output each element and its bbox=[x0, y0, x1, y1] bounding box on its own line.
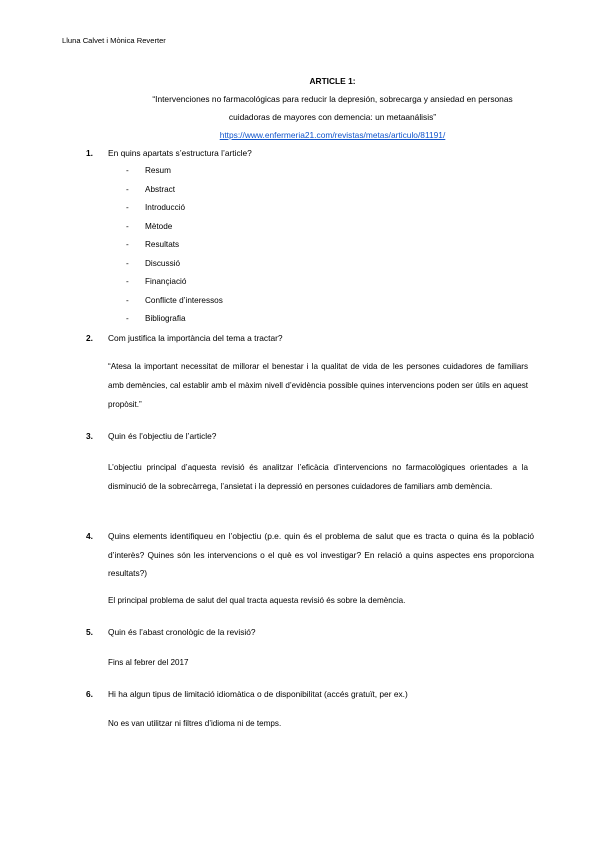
bullet-dash: - bbox=[126, 277, 129, 286]
bullet-dash: - bbox=[126, 314, 129, 323]
question-number: 1. bbox=[86, 148, 93, 158]
header-author: Lluna Calvet i Mònica Reverter bbox=[62, 36, 166, 45]
question-number: 4. bbox=[86, 531, 93, 541]
answer-5: Fins al febrer del 2017 bbox=[108, 658, 189, 667]
bullet-dash: - bbox=[126, 221, 129, 231]
bullet-dash: - bbox=[126, 258, 129, 268]
question-6 bbox=[86, 685, 534, 704]
answer-4: El principal problema de salut del qual tracta aquesta revisió és sobre la demència. bbox=[108, 596, 406, 605]
bullet-dash: - bbox=[126, 184, 129, 194]
question-2 bbox=[86, 329, 534, 348]
question-3 bbox=[86, 427, 534, 446]
list-item-label: Resum bbox=[145, 166, 171, 175]
question-number: 2. bbox=[86, 333, 93, 343]
list-item-label: Resultats bbox=[145, 240, 180, 249]
question-1 bbox=[86, 144, 534, 163]
answer-6: No es van utilitzar ni filtres d’idioma ni de temps. bbox=[108, 719, 282, 728]
bullet-dash: - bbox=[126, 203, 129, 212]
question-number: 3. bbox=[86, 431, 93, 441]
list-item-label: Discussió bbox=[145, 258, 181, 268]
question-4 bbox=[86, 527, 534, 583]
list-item-label: Conflicte d’interessos bbox=[145, 295, 223, 305]
question-text: Quin és l’abast cronològic de la revisió? bbox=[108, 627, 256, 637]
list-item-label: Finançiació bbox=[145, 277, 187, 286]
bullet-dash: - bbox=[126, 295, 129, 305]
bullet-dash: - bbox=[126, 166, 129, 175]
list-item-label: Abstract bbox=[145, 184, 176, 194]
question-text: En quins apartats s’estructura l’article? bbox=[108, 148, 252, 158]
question-5 bbox=[86, 623, 534, 642]
article-url-link[interactable]: https://www.enfermeria21.com/revistas/metas/articulo/81191/ bbox=[219, 130, 446, 140]
answer-2: “Atesa la important necessitat de millorar el benestar i la qualitat de vida de les persones cuidadores de familiars amb demències, cal establir amb el màxim nivell d’evidència possible quines intervencions poden ser útils en aquest propòsit.” bbox=[108, 362, 528, 409]
article-title-line-1: “Intervenciones no farmacológicas para reducir la depresión, sobrecarga y ansiedad en personas bbox=[152, 94, 513, 104]
question-text: Com justifica la importància del tema a tractar? bbox=[108, 333, 283, 343]
list-item-label: Introducció bbox=[145, 203, 186, 212]
question-number: 5. bbox=[86, 627, 93, 637]
question-text: Hi ha algun tipus de limitació idiomàtica o de disponibilitat (accés gratuït, per ex.) bbox=[108, 689, 408, 699]
list-item-label: Mètode bbox=[145, 221, 173, 231]
question-text: Quin és l’objectiu de l’article? bbox=[108, 431, 217, 441]
article-title-line-2: cuidadoras de mayores con demencia: un metaanálisis” bbox=[228, 112, 437, 122]
question-number: 6. bbox=[86, 689, 93, 699]
bullet-dash: - bbox=[126, 240, 129, 249]
list-item-label: Bibliografia bbox=[145, 314, 186, 323]
answer-3: L’objectiu principal d’aquesta revisió és analitzar l’eficàcia d’intervencions no farmacològiques orientades a la disminució de la sobrecàrrega, l’ansietat i la depressió en persones cuidadores de familiars amb demència. bbox=[108, 463, 528, 491]
question-text: Quins elements identifiqueu en l’objectiu (p.e. quin és el problema de salut que es tracta o quina és la població d’interès? Quines són les intervencions o el què es vol investigar? En relació a quins aspectes ens proporciona resultats?) bbox=[108, 531, 534, 578]
article-label: ARTICLE 1: bbox=[309, 76, 356, 86]
